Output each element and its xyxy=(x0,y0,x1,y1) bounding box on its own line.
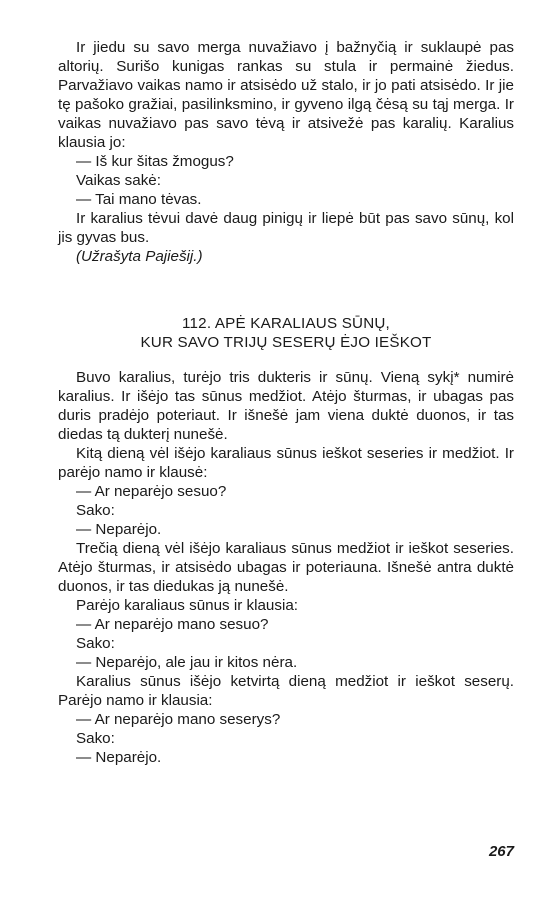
paragraph: Sako: xyxy=(76,635,115,652)
dialogue-line: — Neparėjo. xyxy=(76,749,162,766)
paragraph: Kitą dieną vėl išėjo karaliaus sūnus ieškot seseries ir medžiot. Ir parėjo namo ir klausė: xyxy=(58,445,514,481)
story-title-line-1: 112. APĖ KARALIAUS SŪNŲ, xyxy=(182,315,390,332)
dialogue-line: — Ar neparėjo mano seserys? xyxy=(76,711,281,728)
story-title xyxy=(58,314,514,352)
paragraph: Sako: xyxy=(76,730,115,747)
paragraph: Trečią dieną vėl išėjo karaliaus sūnus medžiot ir ieškot seseries. Atėjo šturmas, ir atsisėdo ubagas ir poteriauna. Išnešė antra duktė duonos, ir tas diedukas ją nunešė. xyxy=(58,540,514,595)
page-number: 267 xyxy=(488,843,514,860)
dialogue-line: — Ar neparėjo mano sesuo? xyxy=(76,616,269,633)
dialogue-line: — Ar neparėjo sesuo? xyxy=(76,483,227,500)
story-title-line-2: KUR SAVO TRIJŲ SESERŲ ĖJO IEŠKOT xyxy=(140,334,432,351)
paragraph: Ir jiedu su savo merga nuvažiavo į bažnyčią ir suklaupė pas altorių. Surišo kunigas rankas su stula ir permainė žiedus. Parvažiavo vaikas namo ir atsisėdo už stalo, ir jo pati atsisėdo. Ir jie tę pašoko gražiai, pasilinksmino, ir gyveno ilgą čėsą su tąj merga. Ir vaikas nuvažiavo pas savo tėvą ir atsivežė pas karalių. Karalius klausia jo: xyxy=(58,39,514,151)
dialogue-line: — Iš kur šitas žmogus? xyxy=(76,153,234,170)
paragraph: Buvo karalius, turėjo tris dukteris ir sūnų. Vieną sykį* numirė karalius. Ir išėjo tas sūnus medžiot. Atėjo šturmas, ir ubagas pas duris pradėjo poteriaut. Ir išnešė jam viena duktė duonos, ir tas diedas tą dukterį nunešė. xyxy=(58,369,514,443)
page-text xyxy=(58,38,514,767)
story-body xyxy=(58,368,514,767)
paragraph: Karalius sūnus išėjo ketvirtą dieną medžiot ir ieškot seserų. Parėjo namo ir klausia: xyxy=(58,673,514,709)
dialogue-line: — Tai mano tėvas. xyxy=(76,191,202,208)
paragraph: Parėjo karaliaus sūnus ir klausia: xyxy=(76,597,299,614)
dialogue-line: — Neparėjo, ale jau ir kitos nėra. xyxy=(76,654,298,671)
paragraph: Vaikas sakė: xyxy=(76,172,161,189)
source-note: (Užrašyta Pajiešij.) xyxy=(76,248,203,265)
paragraph: Sako: xyxy=(76,502,115,519)
dialogue-line: — Neparėjo. xyxy=(76,521,162,538)
paragraph: Ir karalius tėvui davė daug pinigų ir liepė būt pas savo sūnų, kol jis gyvas bus. xyxy=(58,210,514,246)
story-ending xyxy=(58,38,514,247)
